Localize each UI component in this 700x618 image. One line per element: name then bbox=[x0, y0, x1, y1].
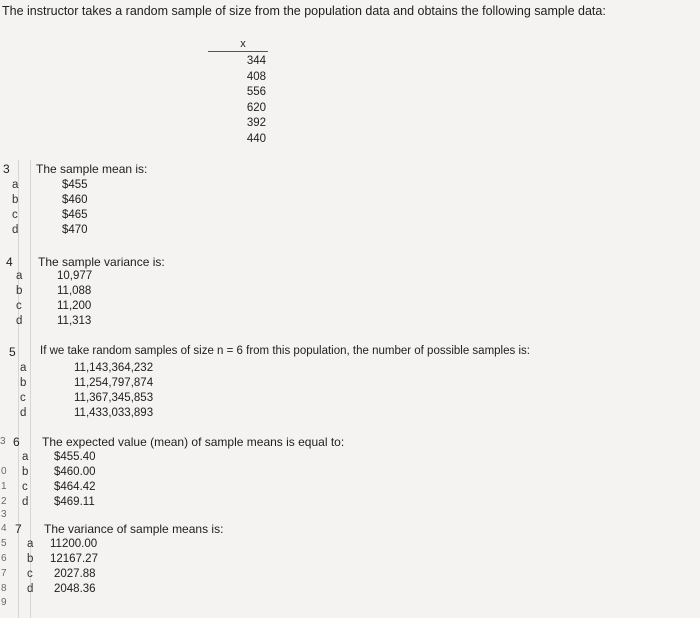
sample-value: 440 bbox=[246, 132, 266, 145]
row-number: 9 bbox=[1, 597, 7, 608]
sample-value: 556 bbox=[246, 86, 266, 99]
option-letter: a bbox=[16, 270, 23, 282]
option-value: $469.11 bbox=[54, 496, 95, 508]
option-value: $455 bbox=[62, 179, 88, 191]
row-number: 1 bbox=[1, 481, 7, 492]
option-value: $470 bbox=[62, 224, 88, 236]
option-value: $464.42 bbox=[54, 481, 96, 493]
option-letter: d bbox=[20, 407, 27, 419]
option-value: 10,977 bbox=[57, 270, 93, 282]
option-value: 11200.00 bbox=[50, 538, 98, 550]
option-value: 11,254,797,874 bbox=[74, 377, 154, 389]
option-value: 12167.27 bbox=[50, 553, 98, 565]
question-number: 3 bbox=[3, 162, 10, 176]
row-number: 5 bbox=[1, 538, 7, 549]
header-rule bbox=[208, 51, 268, 52]
question-number: 6 bbox=[13, 435, 20, 449]
option-letter: c bbox=[12, 209, 18, 221]
option-value: 11,313 bbox=[57, 315, 92, 327]
option-letter: b bbox=[12, 194, 19, 206]
sample-value: 620 bbox=[246, 101, 266, 114]
option-letter: c bbox=[20, 392, 26, 404]
option-letter: a bbox=[12, 179, 19, 191]
option-letter: c bbox=[27, 568, 33, 580]
row-number: 8 bbox=[1, 583, 7, 594]
option-letter: a bbox=[22, 451, 29, 463]
sample-value: 408 bbox=[246, 70, 266, 83]
question-number: 4 bbox=[6, 255, 13, 269]
option-value: 11,143,364,232 bbox=[74, 362, 154, 374]
row-number: 4 bbox=[1, 523, 7, 534]
option-letter: b bbox=[22, 466, 29, 478]
option-value: $465 bbox=[62, 209, 88, 221]
option-letter: d bbox=[22, 496, 29, 508]
row-number: 7 bbox=[1, 568, 7, 579]
row-number: 6 bbox=[1, 553, 7, 564]
option-value: 11,088 bbox=[57, 285, 92, 297]
option-value: 2048.36 bbox=[54, 583, 96, 595]
question-text: The variance of sample means is: bbox=[44, 522, 224, 536]
option-letter: b bbox=[27, 553, 34, 565]
question-text: The sample variance is: bbox=[38, 255, 165, 269]
row-number: 2 bbox=[1, 496, 7, 507]
option-letter: a bbox=[27, 538, 34, 550]
option-value: 11,200 bbox=[57, 300, 92, 312]
option-letter: b bbox=[16, 285, 23, 297]
option-letter: d bbox=[12, 224, 19, 236]
question-number: 7 bbox=[15, 522, 22, 536]
problem-statement: The instructor takes a random sample of size from the population data and obtains the following sample data: bbox=[2, 4, 606, 18]
option-value: 11,367,345,853 bbox=[74, 392, 154, 404]
option-value: $455.40 bbox=[54, 451, 96, 463]
question-text: The expected value (mean) of sample means is equal to: bbox=[42, 435, 345, 449]
option-letter: c bbox=[16, 300, 22, 312]
option-value: $460.00 bbox=[54, 466, 96, 478]
sample-value: 344 bbox=[246, 55, 266, 67]
question-text: The sample mean is: bbox=[36, 162, 148, 176]
option-letter: d bbox=[16, 315, 23, 327]
sample-value: 392 bbox=[246, 117, 266, 130]
option-value: 2027.88 bbox=[54, 568, 96, 580]
option-letter: b bbox=[20, 377, 27, 389]
question-text: If we take random samples of size n = 6 from this population, the number of possible samples is: bbox=[40, 345, 530, 357]
option-letter: a bbox=[20, 362, 27, 374]
row-number: 0 bbox=[1, 466, 7, 477]
option-value: 11,433,033,893 bbox=[74, 407, 154, 419]
option-value: $460 bbox=[62, 194, 88, 206]
option-letter: c bbox=[22, 481, 28, 493]
sample-data-table bbox=[208, 38, 268, 148]
option-letter: d bbox=[27, 583, 34, 595]
row-number: 3 bbox=[0, 436, 6, 447]
row-number: 3 bbox=[1, 509, 7, 520]
question-number: 5 bbox=[9, 345, 16, 359]
sample-column-header: x bbox=[240, 38, 246, 50]
